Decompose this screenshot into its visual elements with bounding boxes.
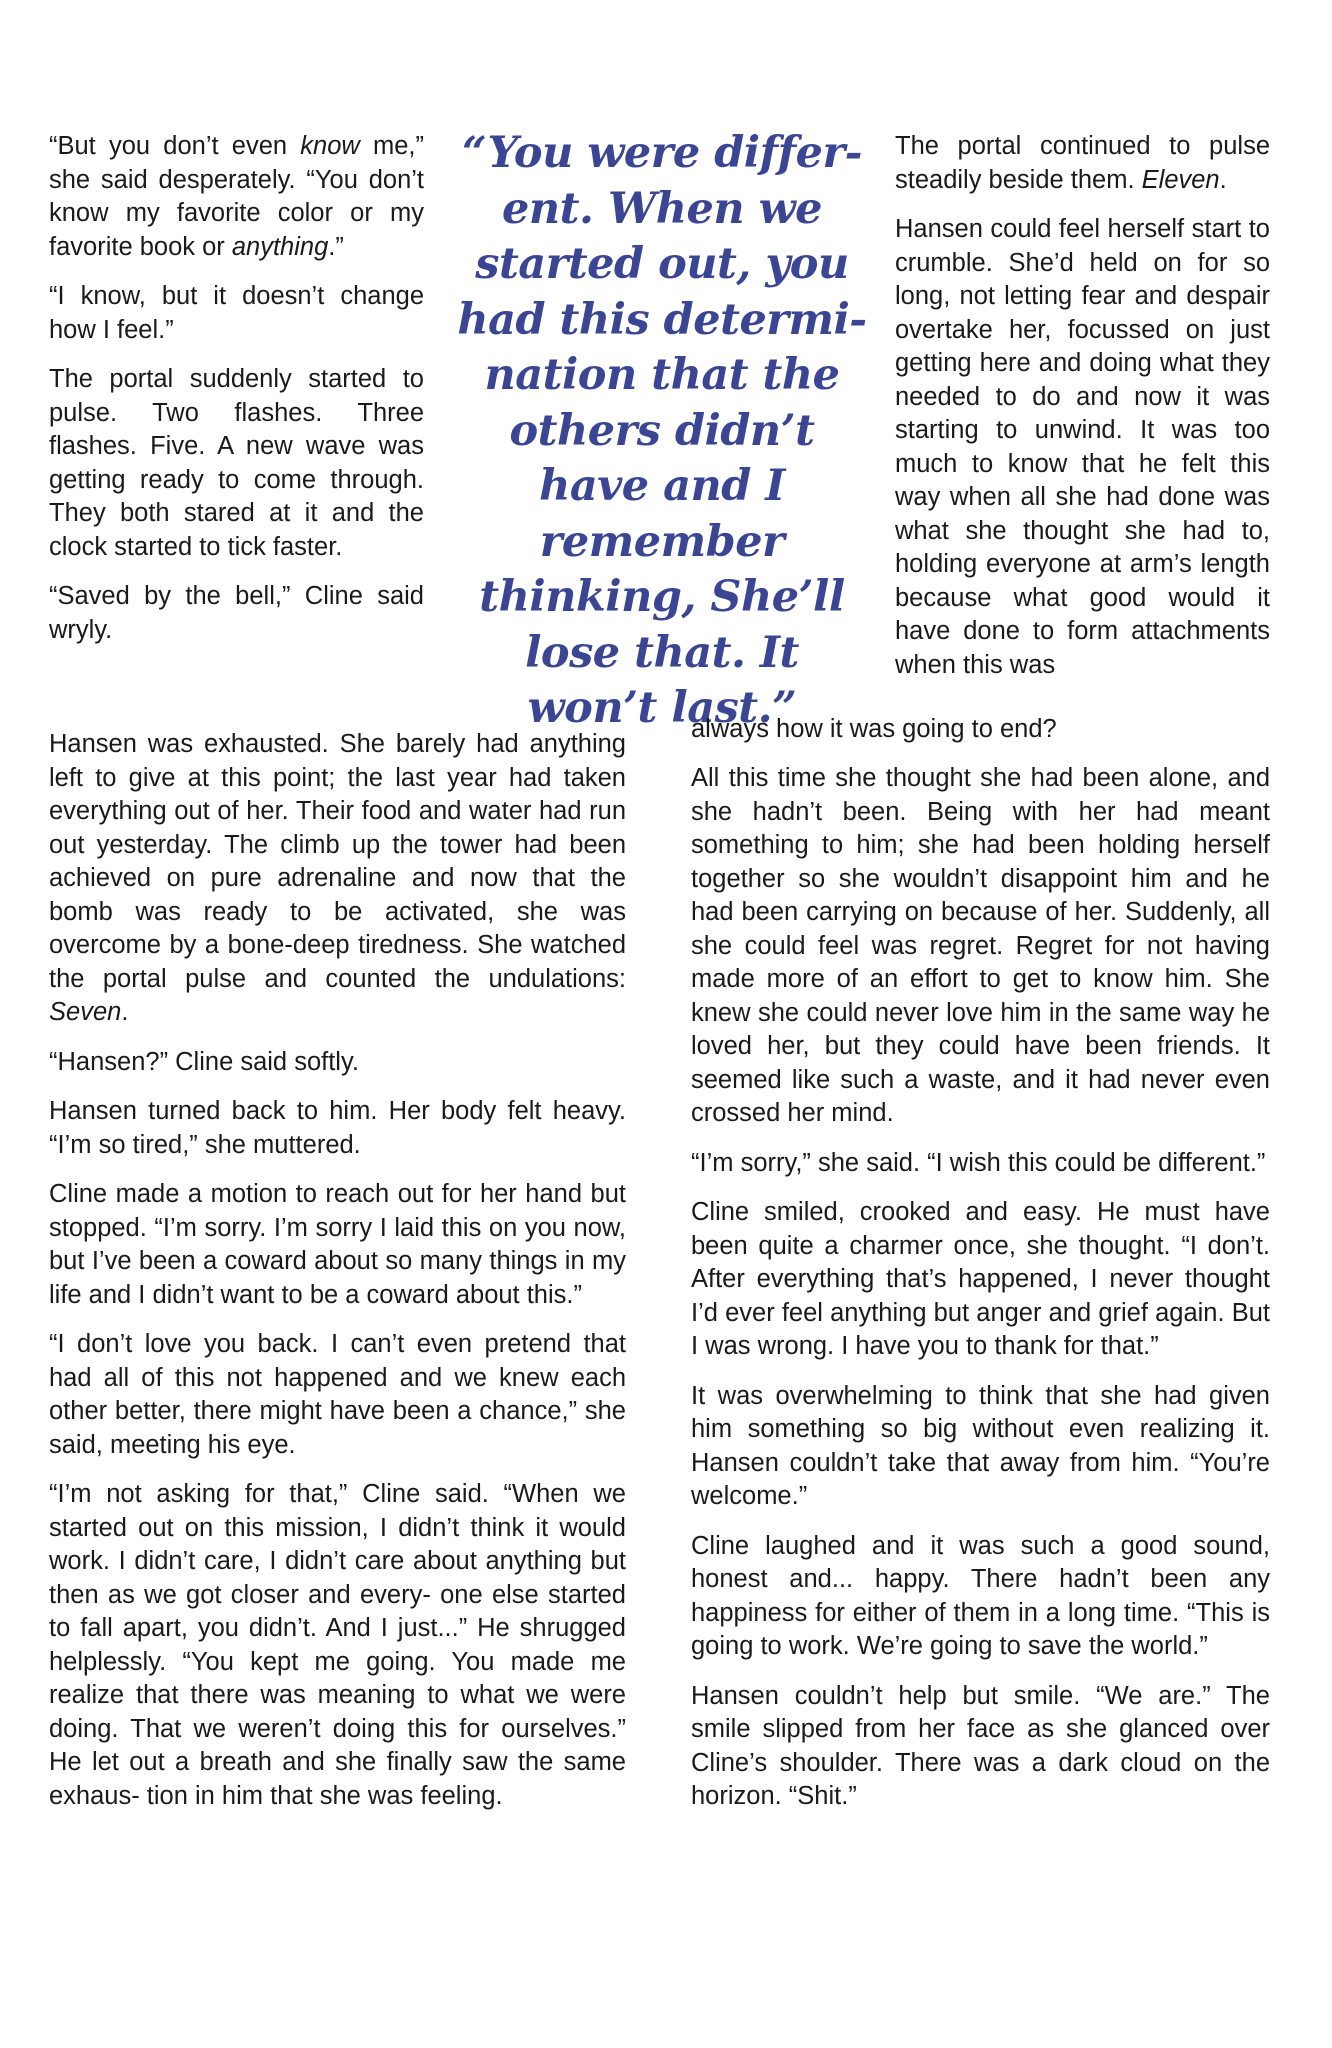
text: “But you don’t even: [49, 132, 301, 160]
paragraph: It was overwhelming to think that she had given him something so big without even realizing it. Hansen couldn’t take that away from him. “You’re welcome.”: [691, 1381, 1270, 1510]
paragraph: [895, 130, 1270, 197]
emphasis: know: [300, 132, 360, 160]
paragraph: “I’m not asking for that,” Cline said. “When we started out on this mission, I didn’t think it would work. I didn’t care, I didn’t care about anything but then as we got closer and every- one else started to fall apart, you didn’t. And I just...” He shrugged helplessly. “You kept me going. You made me realize that there was meaning to what we were doing. That we weren’t doing this for ourselves.” He let out a breath and she finally saw the same exhaus- tion in him that she was feeling.: [49, 1480, 626, 1810]
paragraph: Hansen couldn’t help but smile. “We are.” The smile slipped from her face as she glanced over Cline’s shoulder. There was a dark cloud on the horizon. “Shit.”: [691, 1681, 1270, 1810]
left-top-column: [49, 130, 424, 663]
emphasis: Seven: [49, 998, 122, 1026]
paragraph: Hansen turned back to him. Her body felt heavy. “I’m so tired,” she muttered.: [49, 1097, 626, 1159]
emphasis: anything: [231, 232, 329, 261]
emphasis: Eleven: [1141, 165, 1220, 194]
paragraph: Cline smiled, crooked and easy. He must have been quite a charmer once, she thought. “I don’t. After everything that’s happened, I never thought I’d ever feel anything but anger and grief again. But I was wrong. I have you to thank for that.”: [691, 1198, 1270, 1360]
paragraph: Cline laughed and it was such a good sound, honest and... happy. There hadn’t been any happiness for either of them in a long time. “This is going to work. We’re going to save the world.”: [691, 1531, 1270, 1660]
paragraph: [49, 728, 626, 1030]
text: Hansen was exhausted. She barely had anything left to give at this point; the last year had taken everything out of her. Their food and water had run out yesterday. The climb up the tower had been achieved on pure adrenaline and now that the bomb was ready to be activated, she was overcome by a bone-deep tiredness. She watched the portal pulse and counted the undulations:: [49, 730, 626, 993]
paragraph: Hansen could feel herself start to crumble. She’d held on for so long, not letting fear and despair overtake her, focussed on just getting here and doing what they needed to do and now it was starting to unwind. It was too much to know that he felt this way when all she had done was what she thought she had to, holding everyone at arm’s length because what good would it have done to form attachments when this was: [895, 215, 1270, 679]
paragraph: “I don’t love you back. I can’t even pretend that had all of this not happened and we knew each other better, there might have been a chance,” she said, meeting his eye.: [49, 1330, 626, 1459]
text: .: [121, 998, 129, 1026]
paragraph: “I know, but it doesn’t change how I feel.”: [49, 282, 424, 344]
right-top-continuation: [691, 713, 1270, 763]
text: me,” she said desperately. “You don’t know my favorite color or my favorite book or: [49, 132, 424, 261]
paragraph: “Saved by the bell,” Cline said wryly.: [49, 582, 424, 644]
paragraph: [49, 130, 424, 264]
right-bottom-column: [691, 762, 1270, 1830]
paragraph: The portal suddenly started to pulse. Two flashes. Three flashes. Five. A new wave was getting ready to come through. They both stared at it and the clock started to tick faster.: [49, 365, 424, 561]
paragraph: “Hansen?” Cline said softly.: [49, 1047, 359, 1076]
left-bottom-column: [49, 728, 626, 1829]
text: .: [1219, 165, 1227, 194]
paragraph-continuation: always how it was going to end?: [691, 715, 1057, 743]
text: .”: [328, 232, 344, 261]
pull-quote: “You were differ- ent. When we started out, you had this determi- nation that the others didn’t have and I remember thinking, She’ll lose that. It won’t last.”: [457, 128, 867, 733]
text: The portal continued to pulse steadily beside them.: [895, 132, 1270, 194]
paragraph: All this time she thought she had been alone, and she hadn’t been. Being with her had meant something to him; she had been holding herself together so she wouldn’t disappoint him and he had been carrying on because of her. Suddenly, all she could feel was regret. Regret for not having made more of an effort to get to know him. She knew she could never love him in the same way he loved her, but they could have been friends. It seemed like such a waste, and it had never even crossed her mind.: [691, 764, 1270, 1127]
paragraph: “I’m sorry,” she said. “I wish this could be different.”: [691, 1148, 1266, 1177]
right-top-column: [895, 130, 1270, 682]
paragraph: Cline made a motion to reach out for her hand but stopped. “I’m sorry. I’m sorry I laid this on you now, but I’ve been a coward about so many things in my life and I didn’t want to be a coward about this.”: [49, 1180, 626, 1309]
